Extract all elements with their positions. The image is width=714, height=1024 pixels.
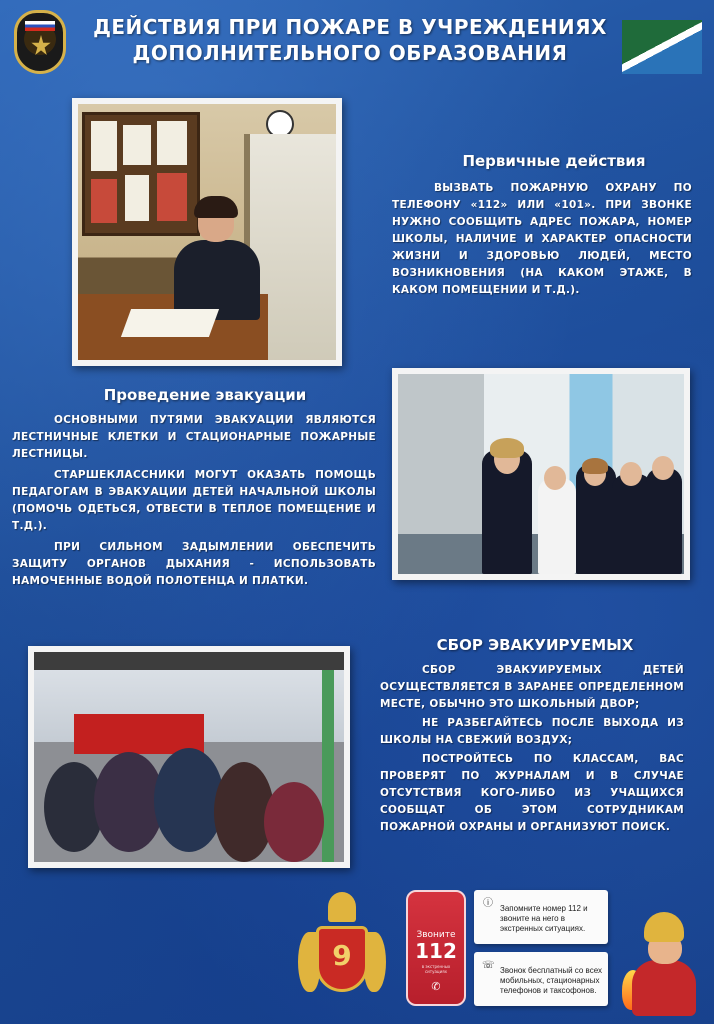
page-title: ДЕЙСТВИЯ ПРИ ПОЖАРЕ В УЧРЕЖДЕНИЯХ ДОПОЛНИТЕЛЬНОГО ОБРАЗОВАНИЯ — [93, 15, 607, 65]
phone-number: 112 — [415, 939, 457, 963]
phone-subtext: в экстренных ситуациях — [421, 964, 451, 974]
fire-department-coat-of-arms — [298, 892, 386, 1010]
section-primary-title: Первичные действия — [462, 152, 646, 170]
info-icon: ⓘ — [483, 898, 493, 909]
paragraph: СБОР ЭВАКУИРУЕМЫХ ДЕТЕЙ ОСУЩЕСТВЛЯЕТСЯ В ЗАРАНЕЕ ОПРЕДЕЛЕННОМ МЕСТЕ, ОБЫЧНО ЭТО ШКОЛЬНЫЙ ДВОР; — [380, 664, 684, 710]
paragraph: НЕ РАЗБЕГАЙТЕСЬ ПОСЛЕ ВЫХОДА ИЗ ШКОЛЫ НА СВЕЖИЙ ВОЗДУХ; — [380, 717, 684, 746]
coat-number: 9 — [332, 939, 352, 972]
paragraph: СТАРШЕКЛАССНИКИ МОГУТ ОКАЗАТЬ ПОМОЩЬ ПЕДАГОГАМ В ЭВАКУАЦИИ ДЕТЕЙ НАЧАЛЬНОЙ ШКОЛЫ (ПОМОЧЬ ОДЕТЬСЯ, ОТВЕСТИ В ТЕПЛОЕ ПОМЕЩЕНИЕ И Т.Д.). — [12, 469, 376, 532]
section-gathering-text — [380, 662, 684, 838]
info-card-free-call — [474, 952, 608, 1006]
info-card-text: Звонок бесплатный со всех мобильных, стационарных телефонов и таксофонов. — [500, 966, 602, 995]
phone-handset-icon: ✆ — [431, 980, 441, 993]
section-evacuation-title: Проведение эвакуации — [103, 386, 307, 404]
paragraph: ВЫЗВАТЬ ПОЖАРНУЮ ОХРАНУ ПО ТЕЛЕФОНУ «112» ИЛИ «101». ПРИ ЗВОНКЕ НУЖНО СООБЩИТЬ АДРЕС ПОЖАРА, НОМЕР ШКОЛЫ, НАЛИЧИЕ И ХАРАКТЕР ОПАСНОСТИ ЖИЗНИ И ЗДОРОВЬЮ ЛЮДЕЙ, МЕСТО ВОЗНИКНОВЕНИЯ (НА КАКОМ ЭТАЖЕ, В КАКОМ ПОМЕЩЕНИИ И Т.Д.). — [392, 182, 692, 296]
paragraph: ПРИ СИЛЬНОМ ЗАДЫМЛЕНИИ ОБЕСПЕЧИТЬ ЗАЩИТУ ОРГАНОВ ДЫХАНИЯ - ИСПОЛЬЗОВАТЬ НАМОЧЕННЫЕ ВОДОЙ ПОЛОТЕНЦА И ПЛАТКИ. — [12, 541, 376, 587]
paragraph: ПОСТРОЙТЕСЬ ПО КЛАССАМ, ВАС ПРОВЕРЯТ ПО ЖУРНАЛАМ И В СЛУЧАЕ ОТСУТСТВИЯ КОГО-ЛИБО ИЗ УЧАЩИХСЯ СООБЩАТ ОБ ЭТОМ СОТРУДНИКАМ ПОЖАРНОЙ ОХРАНЫ И ОРГАНИЗУЮТ ПОИСК. — [380, 753, 684, 833]
section-primary-text — [392, 180, 692, 299]
phone-call-label: Звоните — [416, 930, 456, 940]
shield-icon — [316, 926, 368, 992]
crown-icon — [328, 892, 356, 922]
paragraph: ОСНОВНЫМИ ПУТЯМИ ЭВАКУАЦИИ ЯВЛЯЮТСЯ ЛЕСТНИЧНЫЕ КЛЕТКИ И СТАЦИОНАРНЫЕ ПОЖАРНЫЕ ЛЕСТНИЦЫ. — [12, 414, 376, 460]
mchs-emblem — [14, 10, 66, 74]
phone-112-graphic — [406, 890, 466, 1006]
phone-icon: ☏ — [482, 960, 495, 971]
photo-school-yard-crowd — [28, 646, 350, 868]
russian-flag-icon — [25, 21, 55, 31]
info-card-text: Запомните номер 112 и звоните на него в экстренных ситуациях. — [500, 904, 588, 933]
section-gathering-title: СБОР ЭВАКУИРУЕМЫХ — [436, 636, 634, 654]
info-card-remember — [474, 890, 608, 944]
star-icon — [31, 35, 51, 57]
helmet-icon — [644, 912, 684, 942]
photo-phone-call — [72, 98, 342, 366]
regional-flag-icon — [622, 20, 702, 74]
photo-corridor-evacuation — [392, 368, 690, 580]
section-evacuation-text — [12, 412, 376, 594]
firefighter-mascot — [622, 912, 706, 1016]
